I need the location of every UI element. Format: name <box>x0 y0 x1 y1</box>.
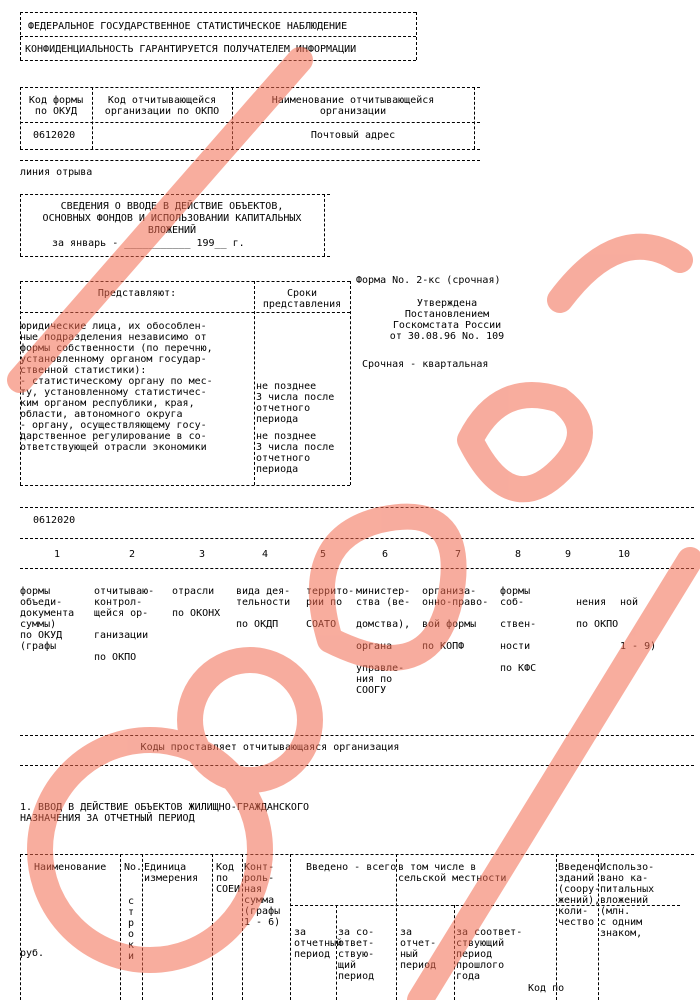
submit-table-right <box>350 281 351 485</box>
watermark-stroke-1 <box>560 247 680 300</box>
s1-header-no: No. <box>124 862 143 873</box>
column-number-9: 9 <box>564 549 572 560</box>
code-col-1: формы объеди- документа суммы) по ОКУД (графы <box>20 586 75 652</box>
code-col-2: отчитываю- контрол- щейся ор- ганизации по ОКПО <box>94 586 155 663</box>
approval-note: Утверждена Постановлением Госкомстата России от 30.08.96 No. 109 <box>389 298 505 342</box>
s1-header-same-period: за со- ответ- ствую- щий период <box>338 927 375 982</box>
codes-table-right <box>474 87 475 149</box>
codes-col-okpo-header: Код отчитывающейся организации по ОКПО <box>104 95 220 117</box>
code-strip-divider-3 <box>20 735 694 736</box>
code-strip-bottom <box>20 765 694 766</box>
s1-sep-left <box>20 854 21 1000</box>
codes-col-form-code-header: Код формы по ОКУД <box>28 95 84 117</box>
title-box-right <box>324 194 325 256</box>
title-line-3: ВЛОЖЕНИЙ <box>147 225 197 236</box>
code-strip-top <box>20 507 694 508</box>
s1-sep-8 <box>454 905 455 1000</box>
watermark-ring-2 <box>190 660 310 780</box>
title-line-2: ОСНОВНЫХ ФОНДОВ И ИСПОЛЬЗОВАНИИ КАПИТАЛЬНЫХ <box>42 213 302 224</box>
code-col-3: отрасли по ОКОНХ <box>172 586 221 619</box>
s1-sep-1 <box>120 854 121 1000</box>
code-strip-divider-2 <box>20 568 694 569</box>
watermark-ring-1 <box>40 740 260 960</box>
s1-sep-2 <box>142 854 143 1000</box>
code-strip-form-code: 0612020 <box>33 515 76 526</box>
header-right-border <box>416 12 417 60</box>
periodicity: Срочная - квартальная <box>362 359 489 370</box>
s1-sep-10 <box>598 854 599 1000</box>
title-box-bottom <box>20 256 330 257</box>
s1-header-rural-prev: за соответ- ствующий период прошлого года <box>456 927 523 982</box>
header-divider <box>20 36 416 37</box>
column-number-2: 2 <box>128 549 136 560</box>
s1-header-period: за отчетный период <box>294 927 343 960</box>
code-col-10: ной 1 - 9) <box>620 597 657 652</box>
column-number-6: 6 <box>381 549 389 560</box>
codes-table-bottom <box>20 149 480 150</box>
submit-table-top <box>20 281 350 282</box>
s1-sep-4 <box>242 854 243 1000</box>
column-number-5: 5 <box>319 549 327 560</box>
title-box-top <box>20 194 330 195</box>
code-col-6: министер- ства (ве- домства), органа управле- ния по СООГУ <box>356 586 411 696</box>
submit-deadline-header: Сроки представления <box>262 288 342 310</box>
code-col-8: формы соб- ствен- ности по КФС <box>500 586 537 674</box>
codes-form-code-value: 0612020 <box>33 130 76 141</box>
code-strip-divider-1 <box>20 538 694 539</box>
s1-header-code: Код по СОЕИ <box>216 862 241 895</box>
tear-line-rule <box>20 160 480 161</box>
column-number-8: 8 <box>514 549 522 560</box>
title-line-1: СВЕДЕНИЯ О ВВОДЕ В ДЕЙСТВИЕ ОБЪЕКТОВ, <box>60 201 284 212</box>
submit-table-bottom <box>20 485 350 486</box>
header-line-2: КОНФИДЕНЦИАЛЬНОСТЬ ГАРАНТИРУЕТСЯ ПОЛУЧАТЕЛЕМ ИНФОРМАЦИИ <box>25 44 357 55</box>
codes-postal-address: Почтовый адрес <box>310 130 396 141</box>
s1-header-total: Введено - всего <box>306 862 397 873</box>
submit-table-divider <box>20 312 350 313</box>
section-1-title: 1. ВВОД В ДЕЙСТВИЕ ОБЪЕКТОВ ЖИЛИЩНО-ГРАЖДАНСКОГО НАЗНАЧЕНИЯ ЗА ОТЧЕТНЫЙ ПЕРИОД <box>20 802 309 824</box>
section-1-table-top <box>20 854 694 855</box>
code-col-7: организа- онно-право- вой формы по КОПФ <box>422 586 489 652</box>
s1-sep-5 <box>290 854 291 1000</box>
s1-sep-7 <box>396 854 397 1000</box>
s1-sep-6 <box>336 905 337 1000</box>
s1-header-control: Конт- роль- ная сумма (графы 1 - 6) <box>244 862 281 928</box>
code-strip-note: Коды проставляет отчитывающаяся организация <box>140 742 400 753</box>
column-number-1: 1 <box>53 549 61 560</box>
s1-header-buildings: Введено зданий (соору- жений), коли- чество <box>558 862 601 928</box>
watermark-loop-2 <box>470 395 580 489</box>
codes-table-top <box>20 87 480 88</box>
s1-header-used: Использо- вано ка- питальных вложений (млн. с одним знаком, <box>600 862 655 939</box>
s1-header-code-by: Код по <box>528 983 565 994</box>
deadline-stat-organ: не позднее 3 числа после отчетного периода <box>256 381 335 425</box>
s1-sep-3 <box>212 854 213 1000</box>
header-line-1: ФЕДЕРАЛЬНОЕ ГОСУДАРСТВЕННОЕ СТАТИСТИЧЕСКОЕ НАБЛЮДЕНИЕ <box>28 21 348 32</box>
column-number-4: 4 <box>261 549 269 560</box>
s1-header-unit: Единица измерения <box>144 862 199 884</box>
code-col-4: вида дея- тельности по ОКДП <box>236 586 291 630</box>
codes-table-divider <box>20 122 480 123</box>
column-number-7: 7 <box>454 549 462 560</box>
s1-header-rural: в том числе в сельской местности <box>398 862 507 884</box>
code-col-5: террито- рии по СОАТО <box>306 586 355 630</box>
submit-who-header: Представляют: <box>97 288 177 299</box>
header-top-border <box>20 12 416 13</box>
code-col-9: нения по ОКПО <box>576 597 619 630</box>
column-number-10: 10 <box>617 549 631 560</box>
s1-header-rural-period: за отчет- ный период <box>400 927 437 971</box>
submit-who-text: юридические лица, их обособлен- ные подразделения независимо от формы собственности (по перечню, установленному органом государ- ственной статистики): - статистическому органу по мес- ту, установленному статистичес- ким органом республики, края, области, автономного округа - органу, осуществляющему госу- дарственное регулирование в со- ответствующей отрасли экономики <box>20 321 213 453</box>
s1-header-name: Наименование <box>34 862 107 873</box>
title-period: за январь - ___________ 199__ г. <box>52 238 245 249</box>
deadline-regulator: не позднее 3 числа после отчетного периода <box>256 431 335 475</box>
header-bottom-border <box>20 60 416 61</box>
s1-rub-unit: руб. <box>20 948 45 959</box>
s1-sep-9 <box>556 854 557 1000</box>
codes-col-org-name-header: Наименование отчитывающейся организации <box>271 95 435 117</box>
form-number: Форма No. 2-кс (срочная) <box>356 275 501 286</box>
s1-header-str: с т р о к и <box>128 896 135 962</box>
tear-line-label: линия отрыва <box>20 167 93 178</box>
column-number-3: 3 <box>198 549 206 560</box>
